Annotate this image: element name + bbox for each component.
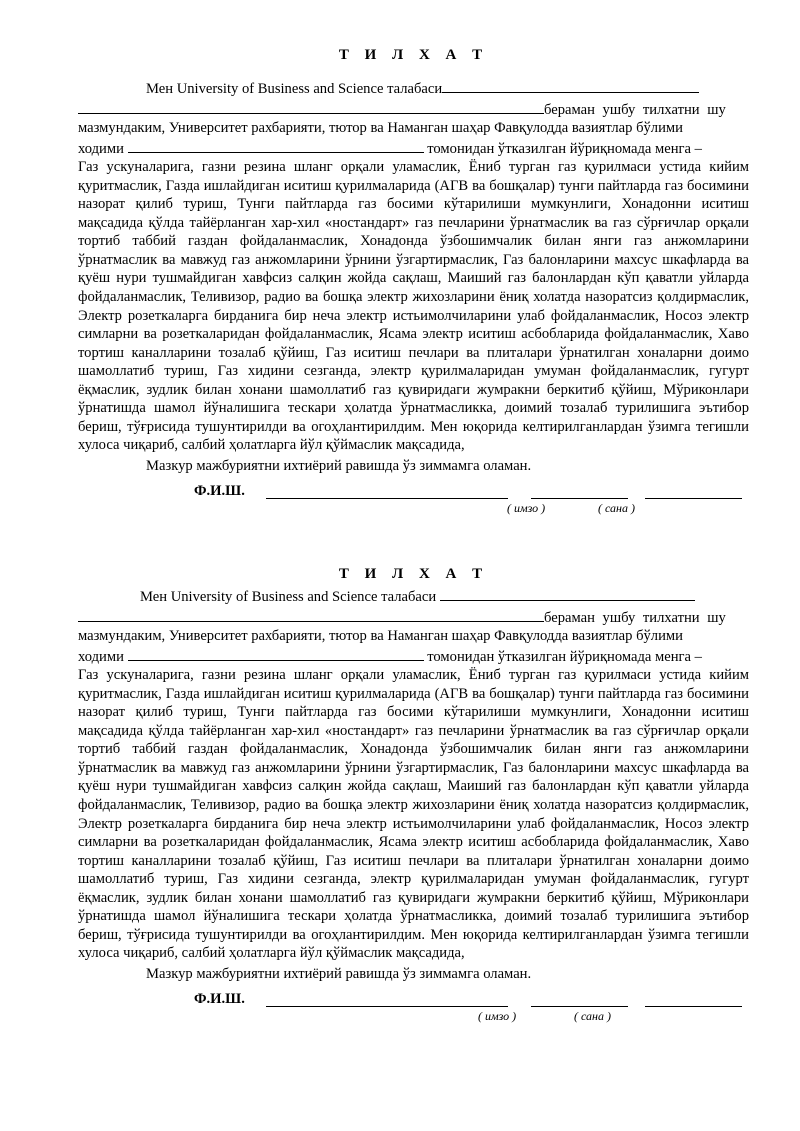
declaration-title: Т И Л Х А Т — [338, 47, 489, 63]
signature-line — [531, 1006, 628, 1007]
intro-tail-text: бераман ушбу тилхатни шу — [544, 609, 726, 626]
declaration-1 — [78, 47, 749, 519]
intro-text: Мен University of Business and Science талабаси — [140, 589, 437, 605]
signature-row — [78, 991, 749, 1027]
name-continuation-line — [78, 99, 749, 120]
officer-label: ходими — [78, 140, 124, 157]
context-line: мазмундаким, Университет рахбарияти, тютор ва Наманган шаҳар Фавқулодда вазиятлар бўлими — [78, 120, 683, 137]
context-line: мазмундаким, Университет рахбарияти, тютор ва Наманган шаҳар Фавқулодда вазиятлар бўлими — [78, 628, 683, 645]
signature-line — [531, 498, 628, 499]
intro-line — [78, 586, 749, 607]
date-line — [645, 498, 742, 499]
officer-label: ходими — [78, 648, 124, 665]
signature-caption: ( имзо ) — [478, 1009, 517, 1024]
fullname-line — [266, 1006, 508, 1007]
intro-tail-text: бераман ушбу тилхатни шу — [544, 101, 726, 118]
name-continuation-blank — [78, 607, 544, 622]
fullname-line — [266, 498, 508, 499]
intro-line — [78, 78, 749, 99]
signature-caption: ( имзо ) — [507, 501, 546, 516]
declaration-2 — [78, 566, 749, 1027]
fio-label: Ф.И.Ш. — [194, 991, 245, 1008]
officer-name-blank — [128, 646, 424, 661]
student-name-blank — [440, 586, 695, 601]
date-caption: ( сана ) — [574, 1009, 611, 1024]
date-line — [645, 1006, 742, 1007]
declaration-body: Газ ускуналарига, газни резина шланг орқали уламаслик, Ёниб турган газ қурилмаси устида кийим қуритмаслик, Газда ишлайдиган иситиш қурилмаларида (АГВ ва бошқалар) тунги пайтларда газ босимини назорат қилиб туриш, Тунги пайтларда газ босими кўтарилиши мумкунлиги, Хонадонни иситиш мақсадида қўлда тайёрланган хар-хил «нoстандарт» газ печларини ўрнатмаслик ва газ сўрғичлар орқали тортиб таббий газдан фойдаланмаслик, Хонадонда ўзбошимчалик билан янги газ анжомларини ўрнатмаслик ва мавжуд газ анжомларини ўрнини ўзгартирмаслик, Газ балонларини махсус шкафларда ва қуёш нури тушмайдиган хавфсиз салқин жойда сақлаш, Маиший газ балонлардан кўп қаватли уйларда фойдаланмаслик, Теливизор, радио ва бошқа электр жихозларини ёниқ холатда назоратсиз қолдирмаслик, Электр розеткаларга бирданига бир неча электр истьимолчиларини улаб фойдаланмаслик, Носоз электр симларни ва розеткаларидан фойдаланмаслик, Ясама электр иситиш асбобларида фойдаланмаслик, Хаво тортиш каналларини тозалаб қўйиш, Газ иситиш печлари ва плиталари ўрнатилган хоналарни доимо шамоллатиб туриш, Газ хидини сезганда, электр қурилмаларидан умуман фойдаланмаслик, гугурт ёқмаслик, зудлик билан хонани шамоллатиб газ қувиридаги жумракни беркитиб қўйиш, Мўриконлари ўрнатишда шамол йўналишига тескари ҳолатда ўрнатмасликка, доимий тозалаб турилишига эътибор бериш, тўғрисида тушунтирилди ва огоҳлантирилдим. Мен юқорида келтирилганлардан ўзимга тегишли хулоса чиқариб, салбий ҳолатларга йўл қўймаслик мақсадида, — [78, 159, 749, 454]
officer-line — [78, 138, 749, 159]
intro-text: Мен University of Business and Science талабаси — [146, 81, 443, 97]
closing-statement: Мазкур мажбуриятни ихтиёрий равишда ўз зиммамга оламан. — [146, 965, 532, 982]
name-continuation-line — [78, 607, 749, 628]
officer-line — [78, 646, 749, 667]
officer-tail-text: томонидан ўтказилган йўриқномада менга – — [427, 648, 702, 665]
officer-name-blank — [128, 138, 424, 153]
declaration-body: Газ ускуналарига, газни резина шланг орқали уламаслик, Ёниб турган газ қурилмаси устида кийим қуритмаслик, Газда ишлайдиган иситиш қурилмаларида (АГВ ва бошқалар) тунги пайтларда газ босимини назорат қилиб туриш, Тунги пайтларда газ босими кўтарилиши мумкунлиги, Хонадонни иситиш мақсадида қўлда тайёрланган хар-хил «нoстандарт» газ печларини ўрнатмаслик ва газ сўрғичлар орқали тортиб таббий газдан фойдаланмаслик, Хонадонда ўзбошимчалик билан янги газ анжомларини ўрнатмаслик ва мавжуд газ анжомларини ўрнини ўзгартирмаслик, Газ балонларини махсус шкафларда ва қуёш нури тушмайдиган хавфсиз салқин жойда сақлаш, Маиший газ балонлардан кўп қаватли уйларда фойдаланмаслик, Теливизор, радио ва бошқа электр жихозларини ёниқ холатда назоратсиз қолдирмаслик, Электр розеткаларга бирданига бир неча электр истьимолчиларини улаб фойдаланмаслик, Носоз электр симларни ва розеткаларидан фойдаланмаслик, Ясама электр иситиш асбобларида фойдаланмаслик, Хаво тортиш каналларини тозалаб қўйиш, Газ иситиш печлари ва плиталари ўрнатилган хоналарни доимо шамоллатиб туриш, Газ хидини сезганда, электр қурилмаларидан умуман фойдаланмаслик, гугурт ёқмаслик, зудлик билан хонани шамоллатиб газ қувиридаги жумракни беркитиб қўйиш, Мўриконлари ўрнатишда шамол йўналишига тескари ҳолатда ўрнатмасликка, доимий тозалаб турилишига эътибор бериш, тўғрисида тушунтирилди ва огоҳлантирилдим. Мен юқорида келтирилганлардан ўзимга тегишли хулоса чиқариб, салбий ҳолатларга йўл қўймаслик мақсадида, — [78, 667, 749, 962]
signature-row — [78, 483, 749, 519]
date-caption: ( сана ) — [598, 501, 635, 516]
declaration-title: Т И Л Х А Т — [338, 566, 489, 582]
name-continuation-blank — [78, 99, 544, 114]
fio-label: Ф.И.Ш. — [194, 483, 245, 500]
closing-statement: Мазкур мажбуриятни ихтиёрий равишда ўз зиммамга оламан. — [146, 457, 532, 474]
officer-tail-text: томонидан ўтказилган йўриқномада менга – — [427, 140, 702, 157]
student-name-blank — [442, 78, 699, 93]
